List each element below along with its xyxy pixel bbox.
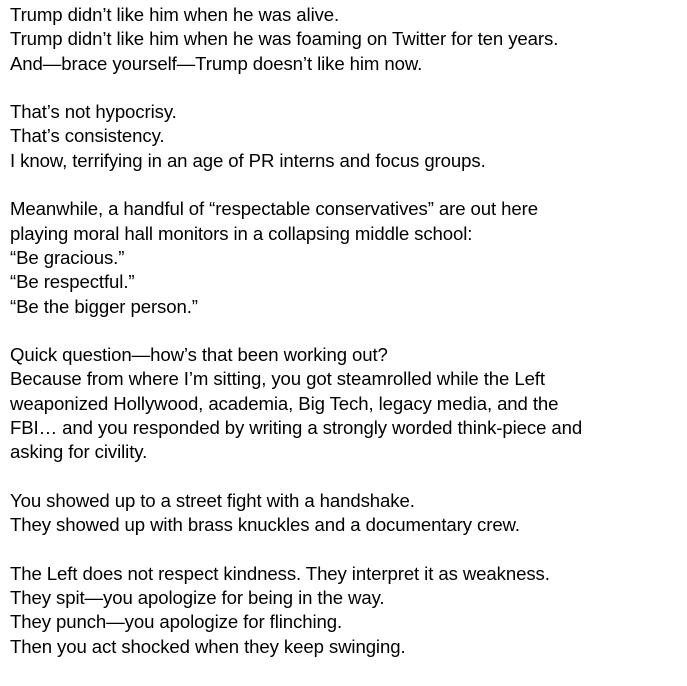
paragraph: [10, 197, 682, 318]
text-line: FBI… and you responded by writing a strongly worded think-piece and: [10, 417, 583, 439]
paragraph: [10, 489, 682, 538]
text-line: Meanwhile, a handful of “respectable conservatives” are out here: [10, 198, 538, 220]
text-line: asking for civility.: [10, 441, 148, 463]
paragraph: [10, 3, 682, 76]
paragraph: [10, 100, 682, 173]
text-line: weaponized Hollywood, academia, Big Tech, legacy media, and the: [10, 392, 559, 414]
text-line: You showed up to a street fight with a handshake.: [10, 489, 415, 511]
text-line: They showed up with brass knuckles and a documentary crew.: [10, 514, 520, 536]
text-line: playing moral hall monitors in a collapsing middle school:: [10, 222, 473, 244]
text-line: Quick question—how’s that been working out?: [10, 344, 388, 366]
text-line: “Be the bigger person.”: [10, 295, 198, 317]
text-line: The Left does not respect kindness. They interpret it as weakness.: [10, 562, 550, 584]
text-line: “Be gracious.”: [10, 246, 125, 268]
text-line: I know, terrifying in an age of PR interns and focus groups.: [10, 149, 486, 171]
paragraph: [10, 343, 682, 464]
text-line: Trump didn’t like him when he was alive.: [10, 4, 340, 25]
text-line: That’s consistency.: [10, 125, 165, 147]
document-body: [10, 3, 682, 659]
text-line: And—brace yourself—Trump doesn’t like him now.: [10, 52, 423, 74]
text-line: Because from where I’m sitting, you got steamrolled while the Left: [10, 368, 545, 390]
text-line: They punch—you apologize for flinching.: [10, 611, 343, 633]
text-line: Trump didn’t like him when he was foaming on Twitter for ten years.: [10, 28, 559, 50]
text-line: They spit—you apologize for being in the way.: [10, 587, 385, 609]
text-line: “Be respectful.”: [10, 271, 135, 293]
paragraph: [10, 562, 682, 659]
text-line: Then you act shocked when they keep swinging.: [10, 635, 406, 657]
text-line: That’s not hypocrisy.: [10, 101, 177, 123]
